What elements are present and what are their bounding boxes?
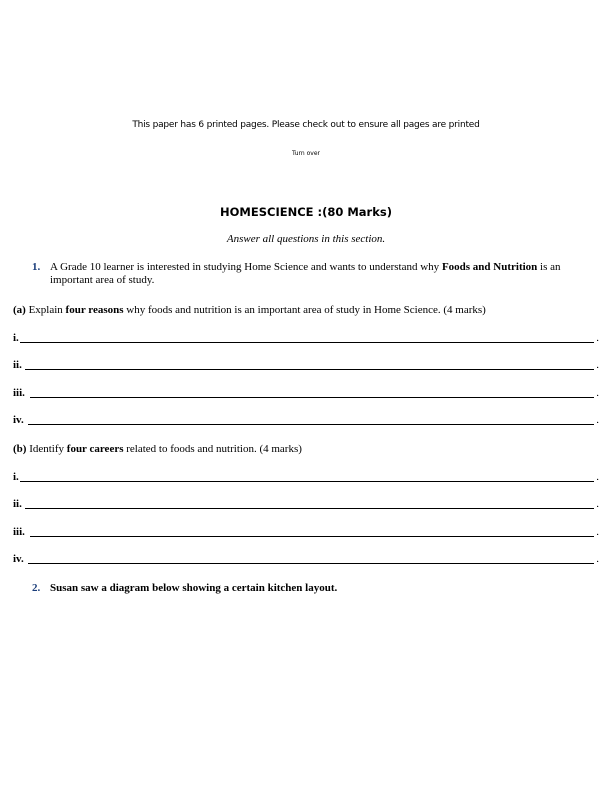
answer-line-1a-ii[interactable]: ii. . bbox=[13, 359, 599, 371]
answer-line-1a-iv[interactable]: iv. . bbox=[13, 414, 599, 426]
turn-over-note: Turn over bbox=[291, 150, 320, 157]
printed-pages-notice: This paper has 6 printed pages. Please check out to ensure all pages are printed bbox=[132, 120, 480, 130]
section-instruction: Answer all questions in this section. bbox=[226, 233, 386, 245]
question-1b-prompt: (b) Identify four careers related to foods and nutrition. (4 marks) bbox=[13, 443, 302, 455]
question-1a-prompt: (a) Explain four reasons why foods and nutrition is an important area of study in Home Science. (4 marks) bbox=[13, 304, 486, 316]
question-2 bbox=[32, 582, 337, 594]
answer-line-1b-iii[interactable]: iii. . bbox=[13, 526, 599, 538]
answer-line-1b-i[interactable]: i. . bbox=[13, 471, 599, 483]
question-2-number: 2. bbox=[32, 582, 41, 594]
section-title: HOMESCIENCE :(80 Marks) bbox=[220, 205, 392, 219]
question-1 bbox=[32, 261, 598, 287]
question-1-number: 1. bbox=[32, 261, 41, 273]
answer-line-1b-iv[interactable]: iv. . bbox=[13, 553, 599, 565]
answer-line-1a-i[interactable]: i. . bbox=[13, 332, 599, 344]
question-2-text: Susan saw a diagram below showing a certain kitchen layout. bbox=[50, 582, 338, 594]
answer-line-1a-iii[interactable]: iii. . bbox=[13, 387, 599, 399]
answer-line-1b-ii[interactable]: ii. . bbox=[13, 498, 599, 510]
question-1-text: A Grade 10 learner is interested in studying Home Science and wants to understand why Foods and Nutrition is an important area of study. bbox=[50, 261, 561, 286]
